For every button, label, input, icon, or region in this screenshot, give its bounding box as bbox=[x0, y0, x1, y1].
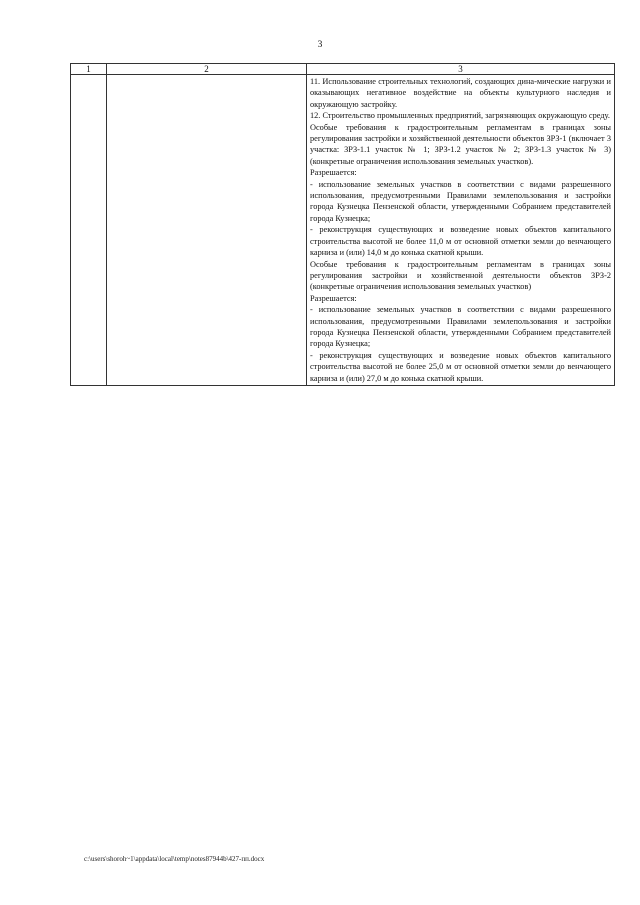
paragraph-item-12: 12. Строительство промышленных предприятий, загрязняющих окружающую среду. bbox=[310, 111, 610, 121]
column-header-1: 1 bbox=[71, 64, 107, 75]
table-cell-col1 bbox=[71, 75, 107, 386]
table-row bbox=[71, 75, 615, 386]
paragraph-allowed-label: Разрешается: bbox=[310, 168, 357, 178]
paragraph-zrz2-heading: Особые требования к градостроительным регламентам в границах зоны регулирования застройки и хозяйственной деятельности объектов ЗРЗ-2 (конкретные ограничения использования земельных участков) bbox=[310, 259, 611, 292]
regulations-table bbox=[70, 63, 615, 386]
table-cell-col3 bbox=[307, 75, 615, 386]
paragraph-allowed-label: Разрешается: bbox=[310, 293, 357, 303]
column-header-2: 2 bbox=[107, 64, 307, 75]
paragraph-zrz1-construction: - реконструкция существующих и возведение новых объектов капитального строительства высотой не более 11,0 м от основной отметки земли до венчающего карниза и (или) 14,0 м до конька скатной крыши. bbox=[310, 225, 611, 258]
paragraph-zrz1-heading: Особые требования к градостроительным регламентам в границах зоны регулирования застройки и хозяйственной деятельности объектов ЗРЗ-1 (включает 3 участка: ЗРЗ-1.1 участок № 1; ЗРЗ-1.2 участок № 2; ЗРЗ-1.3 участок № 3) (конкретные ограничения использования земельных участков). bbox=[310, 122, 611, 166]
paragraph-zrz1-land-use: - использование земельных участков в соответствии с видами разрешенного использования, предусмотренными Правилами землепользования и застройки города Кузнецка Пензенской области, утвержденными Собранием представителей города Кузнецка; bbox=[310, 179, 611, 223]
column-header-3: 3 bbox=[307, 64, 615, 75]
page-number: 3 bbox=[317, 40, 323, 50]
paragraph-zrz2-land-use: - использование земельных участков в соответствии с видами разрешенного использования, предусмотренными Правилами землепользования и застройки города Кузнецка Пензенской области, утвержденными Собранием представителей города Кузнецка; bbox=[310, 305, 611, 349]
paragraph-zrz2-construction: - реконструкция существующих и возведение новых объектов капитального строительства высотой не более 25,0 м от основной отметки земли до венчающего карниза и (или) 27,0 м до конька скатной крыши. bbox=[310, 350, 611, 383]
table-cell-col2 bbox=[107, 75, 307, 386]
paragraph-item-11: 11. Использование строительных технологий, создающих дина-мические нагрузки и оказывающих негативное воздействие на объекты культурного наследия и окружающую застройку. bbox=[310, 77, 611, 109]
footer-file-path: c:\users\shoroh~1\appdata\local\temp\notes87944b\427-пп.docx bbox=[84, 855, 265, 863]
table-header-row bbox=[71, 64, 615, 75]
